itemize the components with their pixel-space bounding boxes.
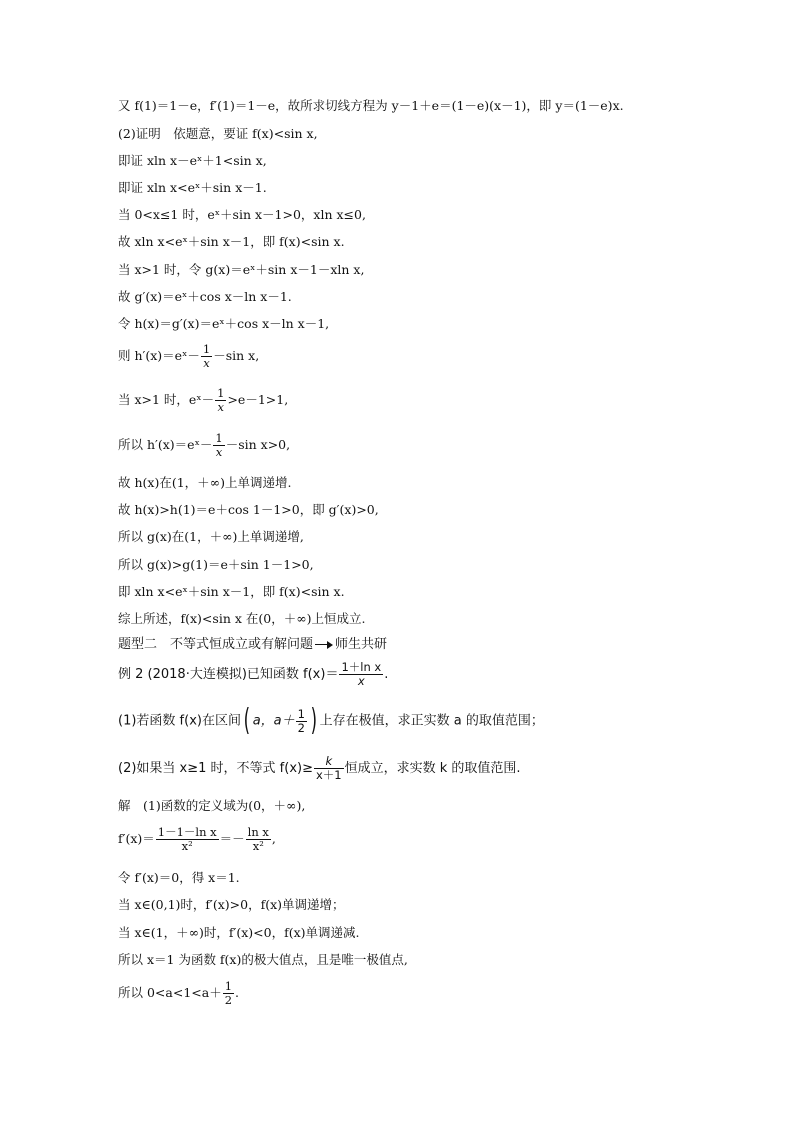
fraction [246, 826, 271, 853]
question-1 [118, 703, 544, 738]
text-line: 令 h(x)＝g′(x)＝eˣ＋cos x－ln x－1, [118, 316, 330, 331]
text-line: 当 x∈(1，＋∞)时，f′(x)<0，f(x)单调递减. [118, 925, 360, 940]
fraction [156, 826, 219, 853]
numerator: 1－1－ln x [157, 825, 217, 839]
fraction [339, 661, 383, 688]
numerator: 1 [297, 706, 305, 721]
denominator: x [357, 674, 365, 688]
numerator: ln x [247, 825, 269, 839]
numerator: 1＋ln x [341, 660, 382, 674]
formula-line [118, 343, 259, 370]
arrow-icon [315, 641, 333, 649]
text-line: 即证 xln x<eˣ＋sin x－1. [118, 180, 267, 195]
denominator: 2 [297, 720, 305, 735]
formula-text: －sin x, [213, 348, 260, 363]
heading-tag: 师生共研 [335, 637, 388, 652]
fraction [213, 432, 224, 459]
question-text: 恒成立，求实数 k 的取值范围. [344, 761, 521, 776]
denominator: x² [252, 839, 264, 853]
text-line: 即 xln x<eˣ＋sin x－1，即 f(x)<sin x. [118, 584, 345, 599]
denominator: 2 [224, 993, 233, 1007]
text-line: 综上所述，f(x)<sin x 在(0，＋∞)上恒成立. [118, 611, 366, 626]
text-line: 故 xln x<eˣ＋sin x－1，即 f(x)<sin x. [118, 234, 345, 249]
formula-line [118, 432, 290, 459]
formula-text: ＝－ [219, 831, 245, 846]
numerator: k [314, 755, 344, 769]
text-line: 当 x∈(0,1)时，f′(x)>0，f(x)单调递增； [118, 897, 345, 912]
question-text: 上存在极值，求正实数 a 的取值范围； [319, 713, 544, 729]
question-text: (1)若函数 f(x)在区间 [118, 713, 241, 729]
numerator: 1 [217, 386, 225, 400]
interval-text: a，a＋ [252, 713, 295, 729]
question-2 [118, 755, 521, 782]
derivative-line [118, 826, 276, 853]
numerator: 1 [202, 342, 211, 356]
denominator: x² [181, 839, 193, 853]
formula-text: f′(x)＝ [118, 831, 155, 846]
text-line: 所以 g(x)在(1，＋∞)上单调递增, [118, 529, 304, 544]
formula-text: 则 h′(x)＝eˣ－ [118, 348, 200, 363]
denominator: x＋1 [315, 768, 342, 782]
fraction [223, 980, 234, 1007]
numerator: 1 [215, 431, 223, 445]
denominator: x [203, 356, 210, 370]
section-heading [118, 637, 387, 653]
formula-text: , [271, 831, 276, 846]
formula-line [118, 980, 239, 1007]
fraction [201, 343, 212, 370]
fraction [296, 708, 307, 735]
text-line: 当 x>1 时，令 g(x)＝eˣ＋sin x－1－xln x, [118, 262, 365, 277]
formula-text: 所以 h′(x)＝eˣ－ [118, 437, 213, 452]
formula-text: 当 x>1 时，eˣ－ [118, 392, 215, 407]
text-line: 故 g′(x)＝eˣ＋cos x－ln x－1. [118, 289, 292, 304]
heading-title: 题型二 不等式恒成立或有解问题 [118, 637, 314, 652]
question-text: (2)如果当 x≥1 时，不等式 f(x)≥ [118, 761, 313, 776]
text-line: 故 h(x)在(1，＋∞)上单调递增. [118, 475, 292, 490]
denominator: x [215, 445, 223, 459]
text-line: 即证 xln x－eˣ＋1<sin x, [118, 153, 267, 168]
formula-text: 所以 0<a<1<a＋ [118, 985, 222, 1000]
formula-text: >e－1>1, [227, 392, 289, 407]
text-line: 故 h(x)>h(1)＝e＋cos 1－1>0，即 g′(x)>0, [118, 502, 379, 517]
fraction [314, 755, 344, 782]
numerator: 1 [224, 979, 233, 993]
right-paren: ) [310, 703, 318, 738]
text-line: 又 f(1)＝1－e，f′(1)＝1－e，故所求切线方程为 y－1＋e＝(1－e)(x－1)，即 y＝(1－e)x. [118, 98, 624, 113]
text-line: 所以 x＝1 为函数 f(x)的极大值点，且是唯一极值点, [118, 952, 408, 967]
text-line: 令 f′(x)＝0，得 x＝1. [118, 870, 240, 885]
text-line: 当 0<x≤1 时，eˣ＋sin x－1>0，xln x≤0, [118, 207, 366, 222]
formula-line [118, 387, 288, 414]
denominator: x [217, 400, 225, 414]
formula-text: . [384, 667, 389, 682]
text-line: 所以 g(x)>g(1)＝e＋sin 1－1>0, [118, 557, 314, 572]
formula-text: . [235, 985, 240, 1000]
fraction [215, 387, 226, 414]
example-statement [118, 661, 388, 688]
text-line: (2)证明 依题意，要证 f(x)<sin x, [118, 126, 318, 141]
solution-start: 解 (1)函数的定义域为(0，＋∞), [118, 798, 306, 813]
formula-text: －sin x>0, [225, 437, 291, 452]
formula-text: 例 2 (2018·大连模拟)已知函数 f(x)＝ [118, 667, 339, 682]
left-paren: ( [243, 703, 251, 738]
